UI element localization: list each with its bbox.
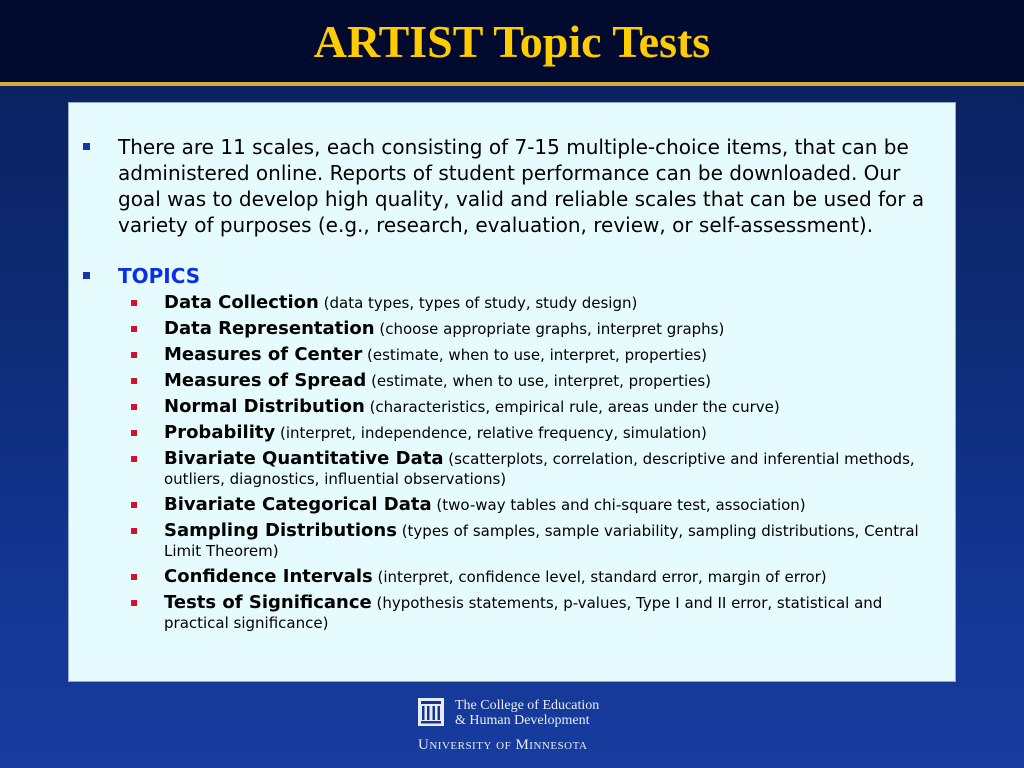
topic-item: [118, 397, 945, 417]
topic-item: [118, 567, 945, 587]
topic-description: (characteristics, empirical rule, areas under the curve): [369, 398, 780, 416]
building-columns-icon: [418, 698, 444, 726]
square-bullet-icon: [83, 143, 90, 150]
topic-description: (data types, types of study, study design): [323, 294, 638, 312]
topic-description: (interpret, independence, relative frequency, simulation): [279, 424, 707, 442]
topic-item: [118, 319, 945, 339]
topic-name: Sampling Distributions: [164, 520, 397, 541]
topic-item: [118, 521, 945, 561]
square-bullet-icon: [131, 502, 137, 508]
square-bullet-icon: [131, 378, 137, 384]
topic-item: [118, 371, 945, 391]
topic-description: (hypothesis statements, p-values, Type I and II error, statistical and practical significance): [164, 594, 883, 632]
square-bullet-icon: [131, 430, 137, 436]
topic-name: Bivariate Quantitative Data: [164, 448, 444, 469]
topic-item: [118, 449, 945, 489]
topic-name: Probability: [164, 422, 276, 443]
topic-name: Normal Distribution: [164, 396, 365, 417]
intro-text: There are 11 scales, each consisting of 7-15 multiple-choice items, that can be administered online. Reports of student performance can be downloaded. Our goal was to develop high quality, valid and reliable scales that can be used for a variety of purposes (e.g., research, evaluation, review, or self-assessment).: [118, 135, 925, 237]
square-bullet-icon: [131, 528, 137, 534]
square-bullet-icon: [131, 300, 137, 306]
topic-name: Measures of Center: [164, 344, 363, 365]
topic-item: [118, 495, 945, 515]
main-bullet-list: [83, 134, 945, 639]
topic-description: (choose appropriate graphs, interpret graphs): [379, 320, 725, 338]
topic-name: Tests of Significance: [164, 592, 372, 613]
square-bullet-icon: [83, 272, 90, 279]
topic-name: Measures of Spread: [164, 370, 367, 391]
square-bullet-icon: [131, 574, 137, 580]
topics-bullet: [83, 263, 945, 633]
square-bullet-icon: [131, 352, 137, 358]
content-panel: [68, 102, 956, 682]
topic-description: (types of samples, sample variability, sampling distributions, Central Limit Theorem): [164, 522, 919, 560]
college-name-line1: The College of Education: [455, 698, 600, 713]
college-name-line2: & Human Development: [455, 713, 590, 728]
topic-description: (two-way tables and chi-square test, association): [436, 496, 806, 514]
square-bullet-icon: [131, 456, 137, 462]
topics-heading: TOPICS: [118, 264, 201, 288]
topic-name: Confidence Intervals: [164, 566, 373, 587]
topic-item: [118, 293, 945, 313]
topic-item: [118, 593, 945, 633]
topics-list: [118, 293, 945, 633]
topic-name: Data Representation: [164, 318, 375, 339]
topic-description: (scatterplots, correlation, descriptive and inferential methods, outliers, diagnostics, influential observations): [164, 450, 915, 488]
slide-title: ARTIST Topic Tests: [313, 16, 711, 67]
square-bullet-icon: [131, 404, 137, 410]
topic-name: Bivariate Categorical Data: [164, 494, 432, 515]
topic-description: (estimate, when to use, interpret, properties): [371, 372, 712, 390]
university-name: University of Minnesota: [418, 737, 588, 753]
topic-description: (interpret, confidence level, standard error, margin of error): [377, 568, 827, 586]
intro-bullet: [83, 134, 945, 238]
square-bullet-icon: [131, 600, 137, 606]
topic-item: [118, 423, 945, 443]
topic-description: (estimate, when to use, interpret, properties): [367, 346, 707, 364]
topic-name: Data Collection: [164, 292, 319, 313]
square-bullet-icon: [131, 326, 137, 332]
topic-item: [118, 345, 945, 365]
